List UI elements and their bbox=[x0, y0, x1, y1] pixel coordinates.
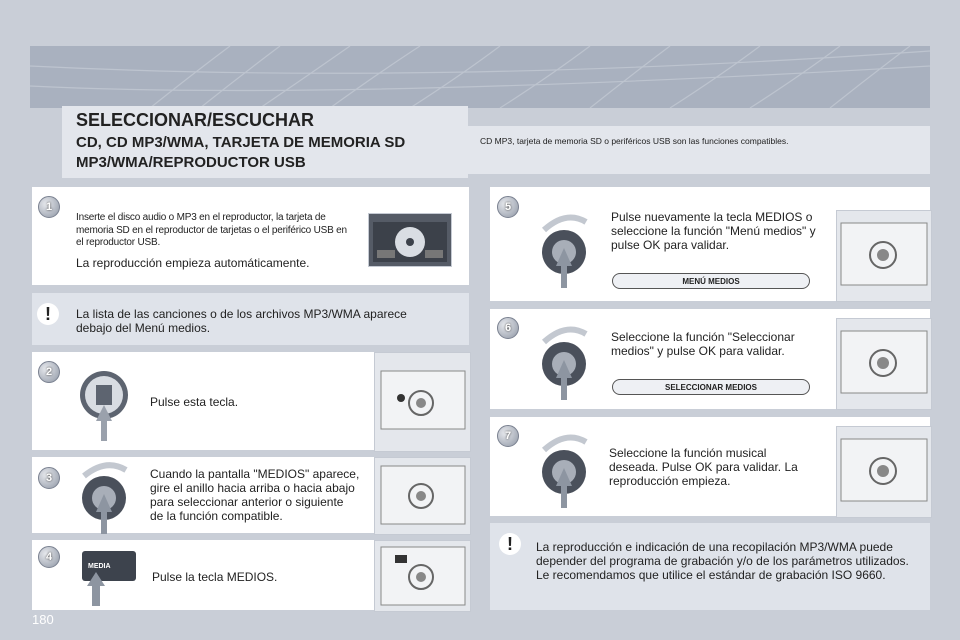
step-2-text: Pulse esta tecla. bbox=[150, 395, 239, 409]
radio-unit-illustration bbox=[375, 353, 470, 451]
step-1-text: La reproducción empieza automáticamente. bbox=[76, 256, 310, 270]
radio-image-2 bbox=[374, 352, 471, 452]
step-5-number: 5 bbox=[497, 196, 519, 218]
warning-1-text: La lista de las canciones o de los archivos MP3/WMA aparece debajo del Menú medios. bbox=[76, 307, 407, 335]
media-key-icon: MEDIA bbox=[82, 551, 136, 581]
radio-image-disc bbox=[368, 213, 452, 267]
rotary-knob-icon bbox=[536, 318, 594, 402]
step-7-number: 7 bbox=[497, 425, 519, 447]
radio-unit-illustration bbox=[375, 458, 470, 534]
step-4-number: 4 bbox=[38, 546, 60, 568]
intro-text: CD MP3, tarjeta de memoria SD o periféricos USB son las funciones compatibles. bbox=[480, 136, 789, 146]
warning-2-icon: ! bbox=[499, 533, 521, 555]
radio-unit-illustration bbox=[375, 541, 470, 611]
radio-unit-illustration bbox=[837, 427, 931, 517]
cd-insert-illustration bbox=[369, 214, 451, 266]
radio-image-4 bbox=[374, 540, 471, 612]
press-arrow-icon bbox=[86, 572, 106, 606]
radio-image-6 bbox=[836, 318, 932, 410]
rotary-knob-icon bbox=[536, 426, 594, 510]
menu-medios-label: MENÚ MEDIOS bbox=[612, 273, 810, 289]
seleccionar-medios-label: SELECCIONAR MEDIOS bbox=[612, 379, 810, 395]
page-number: 180 bbox=[32, 612, 54, 627]
page-title: SELECCIONAR/ESCUCHAR bbox=[76, 110, 315, 130]
rotary-knob-icon bbox=[76, 456, 134, 536]
rotary-knob-icon bbox=[536, 206, 594, 290]
radio-unit-illustration bbox=[837, 211, 931, 301]
step-6-text: Seleccione la función "Seleccionar medios" y pulse OK para validar. bbox=[611, 330, 795, 358]
step-6-number: 6 bbox=[497, 317, 519, 339]
step-3-text: Cuando la pantalla "MEDIOS" aparece, gire el anillo hacia arriba o hacia abajo para seleccionar anterior o siguiente de la función compatible. bbox=[150, 467, 360, 523]
list-key-icon bbox=[76, 365, 132, 443]
step-3-number: 3 bbox=[38, 467, 60, 489]
radio-unit-illustration bbox=[837, 319, 931, 409]
radio-image-3 bbox=[374, 457, 471, 535]
warning-2-text: La reproducción e indicación de una recopilación MP3/WMA puede depender del programa de grabación y/o de los parámetros utilizados. Le recomendamos que utilice el estándar de grabación ISO 9660. bbox=[536, 540, 909, 582]
radio-image-5 bbox=[836, 210, 932, 302]
header-band bbox=[30, 46, 930, 108]
radio-image-7 bbox=[836, 426, 932, 518]
step-5-text: Pulse nuevamente la tecla MEDIOS o seleccione la función "Menú medios" y pulse OK para validar. bbox=[611, 210, 816, 252]
step-1-number: 1 bbox=[38, 196, 60, 218]
header-pattern bbox=[30, 46, 930, 108]
warning-1-icon: ! bbox=[37, 303, 59, 325]
step-7-text: Seleccione la función musical deseada. Pulse OK para validar. La reproducción empieza. bbox=[609, 446, 798, 488]
step-4-text: Pulse la tecla MEDIOS. bbox=[152, 570, 278, 584]
step-2-number: 2 bbox=[38, 361, 60, 383]
intro-box bbox=[468, 126, 930, 174]
page-subtitle: CD, CD MP3/WMA, TARJETA DE MEMORIA SD MP3/WMA/REPRODUCTOR USB bbox=[76, 134, 406, 171]
step-1-text-small: Inserte el disco audio o MP3 en el reproductor, la tarjeta de memoria SD en el reproductor de tarjetas o el periférico USB en el reproductor USB. bbox=[76, 212, 347, 248]
